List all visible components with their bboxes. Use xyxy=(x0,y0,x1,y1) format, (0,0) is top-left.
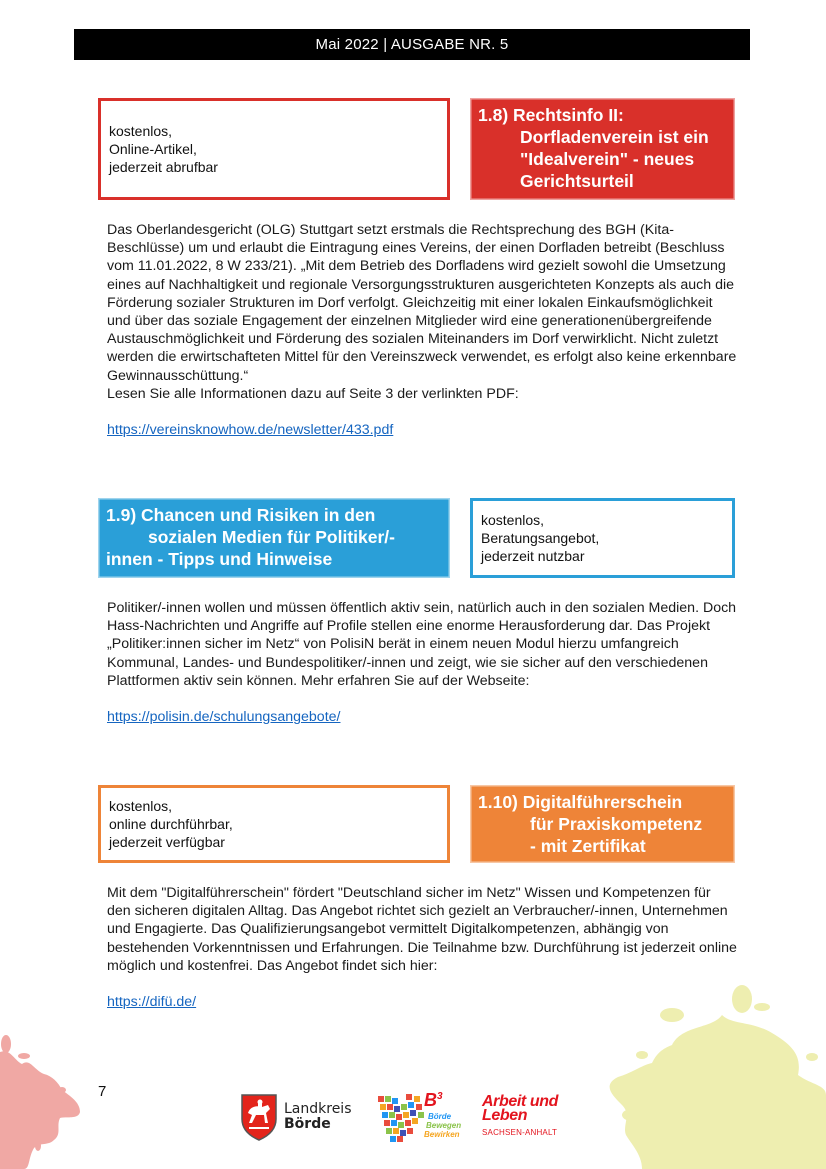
link-vereinsknowhow[interactable]: https://vereinsknowhow.de/newsletter/433.pdf xyxy=(107,422,394,439)
title-line: für Praxiskompetenz xyxy=(530,814,703,834)
title-line: Dorfladenverein ist ein xyxy=(520,127,709,147)
b3-sup: 3 xyxy=(437,1091,443,1102)
section-body-1-10 xyxy=(107,884,737,1011)
section-body-1-8 xyxy=(107,221,737,439)
b3-line: Börde xyxy=(428,1112,452,1121)
body-text: Politiker/-innen wollen und müssen öffentlich aktiv sein, natürlich auch in den sozialen Medien. Doch Hass-Nachrichten und Angriffe auf Profile stellen eine enorme Herausforderung dar. Das Projekt „Politiker:innen sicher im Netz“ von PolisiN berät in einem neuen Modul hierzu umfangreich Kommunal, Landes- und Bundespolitiker/-innen und zeigt, wie sie sicher auf den verschiedenen Plattformen aktiv sein können. Mehr erfahren Sie auf der Webseite: xyxy=(107,600,737,689)
logo-text: Landkreis xyxy=(284,1101,352,1117)
logo-text: Leben xyxy=(482,1107,528,1124)
info-box-1-8 xyxy=(98,98,450,200)
issue-title: Mai 2022 | AUSGABE NR. 5 xyxy=(315,36,509,53)
title-line: Gerichtsurteil xyxy=(520,171,634,191)
section-number: 1.9) xyxy=(106,505,137,525)
logo-arbeit-und-leben xyxy=(482,1095,558,1137)
logo-landkreis-boerde xyxy=(240,1093,352,1141)
info-line: Online-Artikel, xyxy=(109,141,197,157)
section-number: 1.10) xyxy=(478,792,518,812)
info-line: Beratungsangebot, xyxy=(481,530,600,546)
issue-header xyxy=(74,29,750,60)
b3-mark: B xyxy=(424,1090,437,1110)
title-line: 1.10) Digitalführerschein xyxy=(478,792,683,812)
body-text: Das Oberlandesgericht (OLG) Stuttgart setzt erstmals die Rechtsprechung des BGH (Kita-Beschlüsse) um und erlaubt die Eintragung eines Vereins, der einen Dorfladen betreibt (Beschluss vom 11.01.2022, 8 W 233/21). „Mit dem Betrieb des Dorfladens wird gezielt sowohl die Umsetzung eines auf Nachhaltigkeit und regionale Versorgungsstrukturen ausgerichteten Konzepts als auch die Förderung sozialer Strukturen im Dorf verfolgt. Gleichzeitig mit einer lokalen Einkaufsmöglichkeit und über das soziale Engagement der einzelnen Mitglieder wird eine generationenübergreifende Austauschmöglichkeit und Förderung des sozialen Miteinanders im Dorf verwirklicht. Nicht zuletzt werden die erwirtschafteten Mittel für den Vereinszweck verwendet, es erfolgt also keine erkennbare Gewinnausschüttung.“ xyxy=(107,222,737,384)
b3-line: Bewegen xyxy=(426,1121,462,1130)
info-box-1-10 xyxy=(98,785,450,863)
info-line: kostenlos, xyxy=(109,798,173,814)
section-body-1-9 xyxy=(107,599,737,726)
coat-of-arms-icon xyxy=(240,1093,278,1141)
pink-paint-splash xyxy=(0,1030,85,1169)
info-line: online durchführbar, xyxy=(109,816,233,832)
section-title-1-9 xyxy=(98,498,450,578)
title-line: innen - Tipps und Hinweise xyxy=(106,549,333,569)
link-polisin[interactable]: https://polisin.de/schulungsangebote/ xyxy=(107,709,341,726)
yellow-paint-splash xyxy=(602,985,826,1169)
section-number: 1.8) xyxy=(478,105,509,125)
logo-text: Börde xyxy=(284,1116,331,1132)
body-text: Lesen Sie alle Informationen dazu auf Seite 3 der verlinkten PDF: xyxy=(107,385,519,402)
title-line: sozialen Medien für Politiker/- xyxy=(148,527,395,547)
info-line: kostenlos, xyxy=(481,512,545,528)
title-line: 1.9) Chancen und Risiken in den xyxy=(106,505,376,525)
logo-text: Arbeit und xyxy=(482,1093,558,1110)
logo-subtext: SACHSEN-ANHALT xyxy=(482,1128,558,1137)
logo-b3 xyxy=(376,1090,462,1144)
title-line: "Idealverein" - neues xyxy=(520,149,695,169)
section-title-1-10 xyxy=(470,785,735,863)
title-line: - mit Zertifikat xyxy=(530,836,646,856)
info-box-1-9 xyxy=(470,498,735,578)
section-title-1-8 xyxy=(470,98,735,200)
page-number: 7 xyxy=(98,1083,107,1100)
info-line: jederzeit nutzbar xyxy=(481,548,585,564)
info-line: kostenlos, xyxy=(109,123,173,139)
link-difu[interactable]: https://difü.de/ xyxy=(107,994,197,1011)
b3-line: Bewirken xyxy=(424,1130,460,1139)
info-line: jederzeit verfügbar xyxy=(109,834,225,850)
title-line: 1.8) Rechtsinfo II: xyxy=(478,105,624,125)
info-line: jederzeit abrufbar xyxy=(109,159,218,175)
body-text: Mit dem "Digitalführerschein" fördert "Deutschland sicher im Netz" Wissen und Kompetenzen für den sicheren digitalen Alltag. Das Angebot richtet sich gezielt an Verbraucher/-innen, Unternehmen und Engagierte. Das Qualifizierungsangebot vermittelt Digitalkompetenzen, abhängig von bestehenden Vorkenntnissen und Erfahrungen. Die Teilnahme bzw. Durchführung ist jederzeit online möglich und kostenfrei. Das Angebot findet sich hier: xyxy=(107,885,737,974)
